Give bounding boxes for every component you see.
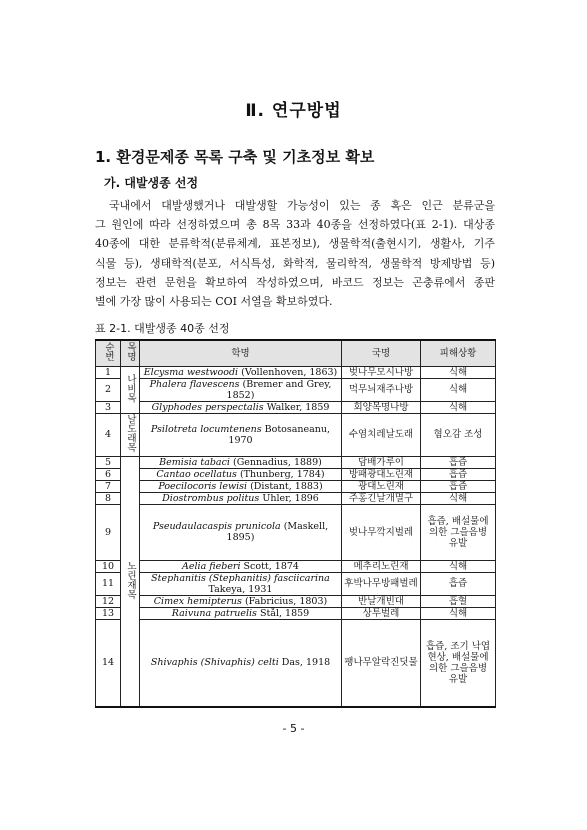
cell-damage: 흡즙, 배설물에 의한 그을음병 유발: [421, 504, 496, 560]
paragraph-line: 그 원인에 따라 선정하였으며 총 8목 33과 40종을 선정하였다(표 2-1). 대상종: [95, 218, 495, 232]
table-row: [96, 401, 496, 413]
cell-no: 10: [96, 560, 121, 572]
cell-sci: Shivaphis (Shivaphis) celti Das, 1918: [140, 619, 342, 707]
paragraph-line: 별에 가장 많이 사용되는 COI 서열을 확보하였다.: [95, 295, 333, 309]
cell-no: 6: [96, 468, 121, 480]
cell-sci: Glyphodes perspectalis Walker, 1859: [140, 401, 342, 413]
cell-damage: 혐오감 조성: [421, 413, 496, 456]
cell-damage: 흡즙, 조기 낙엽 현상, 배설물에 의한 그을음병 유발: [421, 619, 496, 707]
cell-sci: Stephanitis (Stephanitis) fasciicarina Takeya, 1931: [140, 572, 342, 595]
header-no: 순번: [96, 340, 121, 366]
species-table: [95, 339, 496, 708]
table-row: [96, 456, 496, 468]
cell-kor: 반날개빈대: [342, 595, 421, 607]
cell-sci: Aelia fieberi Scott, 1874: [140, 560, 342, 572]
cell-kor: 팽나무알락진딧물: [342, 619, 421, 707]
cell-sci: Diostrombus politus Uhler, 1896: [140, 492, 342, 504]
cell-sci: Poecilocoris lewisi (Distant, 1883): [140, 480, 342, 492]
order-cell: 노린재목: [121, 456, 140, 707]
cell-no: 1: [96, 366, 121, 378]
cell-sci: Phalera flavescens (Bremer and Grey, 1852): [140, 378, 342, 401]
cell-kor: 후박나무방패벌레: [342, 572, 421, 595]
cell-sci: Cantao ocellatus (Thunberg, 1784): [140, 468, 342, 480]
cell-kor: 주홍긴날개멸구: [342, 492, 421, 504]
cell-kor: 메추리노린재: [342, 560, 421, 572]
paragraph-line: 정보는 관련 문헌을 확보하여 작성하였으며, 바코드 정보는 곤충류에서 종판: [95, 275, 495, 289]
cell-kor: 먹무늬재주나방: [342, 378, 421, 401]
cell-kor: 방패광대노린재: [342, 468, 421, 480]
cell-damage: 식해: [421, 607, 496, 619]
cell-damage: 식해: [421, 366, 496, 378]
cell-damage: 식해: [421, 560, 496, 572]
cell-no: 8: [96, 492, 121, 504]
cell-damage: 흡혈: [421, 595, 496, 607]
table-row: [96, 366, 496, 378]
page-number: - 5 -: [282, 722, 305, 735]
table-row: [96, 504, 496, 560]
cell-damage: 흡즙: [421, 468, 496, 480]
cell-no: 3: [96, 401, 121, 413]
cell-kor: 담배가루이: [342, 456, 421, 468]
paragraph-line: 식물 등), 생태학적(분포, 서식특성, 화학적, 물리학적, 생물학적 방제방법 등): [95, 256, 495, 270]
cell-sci: Elcysma westwoodi (Vollenhoven, 1863): [140, 366, 342, 378]
cell-kor: 벚나무깍지벌레: [342, 504, 421, 560]
cell-damage: 흡즙: [421, 572, 496, 595]
cell-no: 14: [96, 619, 121, 707]
header-sci: 학명: [140, 340, 342, 366]
table-row: [96, 619, 496, 707]
cell-no: 12: [96, 595, 121, 607]
header-damage: 피해상황: [421, 340, 496, 366]
table-row: [96, 572, 496, 595]
chapter-title: Ⅱ. 연구방법: [245, 101, 342, 121]
cell-no: 13: [96, 607, 121, 619]
cell-damage: 흡즙: [421, 456, 496, 468]
cell-no: 5: [96, 456, 121, 468]
cell-kor: 회양목명나방: [342, 401, 421, 413]
cell-damage: 흡즙: [421, 480, 496, 492]
cell-no: 11: [96, 572, 121, 595]
table-row: [96, 560, 496, 572]
subsection-title: 가. 대발생종 선정: [104, 176, 199, 190]
section-title: 1. 환경문제종 목록 구축 및 기초정보 확보: [95, 148, 375, 166]
table-row: [96, 595, 496, 607]
body-paragraph: [95, 196, 495, 311]
table-row: [96, 468, 496, 480]
cell-damage: 식해: [421, 378, 496, 401]
cell-sci: Bemisia tabaci (Gennadius, 1889): [140, 456, 342, 468]
header-kor: 국명: [342, 340, 421, 366]
cell-sci: Cimex hemipterus (Fabricius, 1803): [140, 595, 342, 607]
table-row: [96, 413, 496, 456]
order-cell: 날도래목: [121, 413, 140, 456]
cell-no: 2: [96, 378, 121, 401]
cell-sci: Pseudaulacaspis prunicola (Maskell, 1895): [140, 504, 342, 560]
table-header-row: [96, 340, 496, 366]
table-row: [96, 607, 496, 619]
paragraph-line: 국내에서 대발생했거나 대발생할 가능성이 있는 종 혹은 인근 분류군을: [109, 199, 495, 212]
table-row: [96, 480, 496, 492]
cell-kor: 벚나무모시나방: [342, 366, 421, 378]
cell-no: 4: [96, 413, 121, 456]
cell-kor: 수염치레날도래: [342, 413, 421, 456]
header-order: 목명: [121, 340, 140, 366]
order-cell: 나비목: [121, 366, 140, 413]
cell-no: 7: [96, 480, 121, 492]
cell-damage: 식해: [421, 492, 496, 504]
cell-kor: 광대노린재: [342, 480, 421, 492]
paragraph-line: 40종에 대한 분류학적(분류체계, 표본정보), 생물학적(출현시기, 생활사, 기주: [95, 237, 495, 251]
table-row: [96, 492, 496, 504]
cell-kor: 상투벌레: [342, 607, 421, 619]
cell-sci: Raivuna patruelis Stål, 1859: [140, 607, 342, 619]
cell-sci: Psilotreta locumtenens Botosaneanu, 1970: [140, 413, 342, 456]
table-row: [96, 378, 496, 401]
table-caption: 표 2-1. 대발생종 40종 선정: [95, 322, 230, 335]
cell-damage: 식해: [421, 401, 496, 413]
cell-no: 9: [96, 504, 121, 560]
